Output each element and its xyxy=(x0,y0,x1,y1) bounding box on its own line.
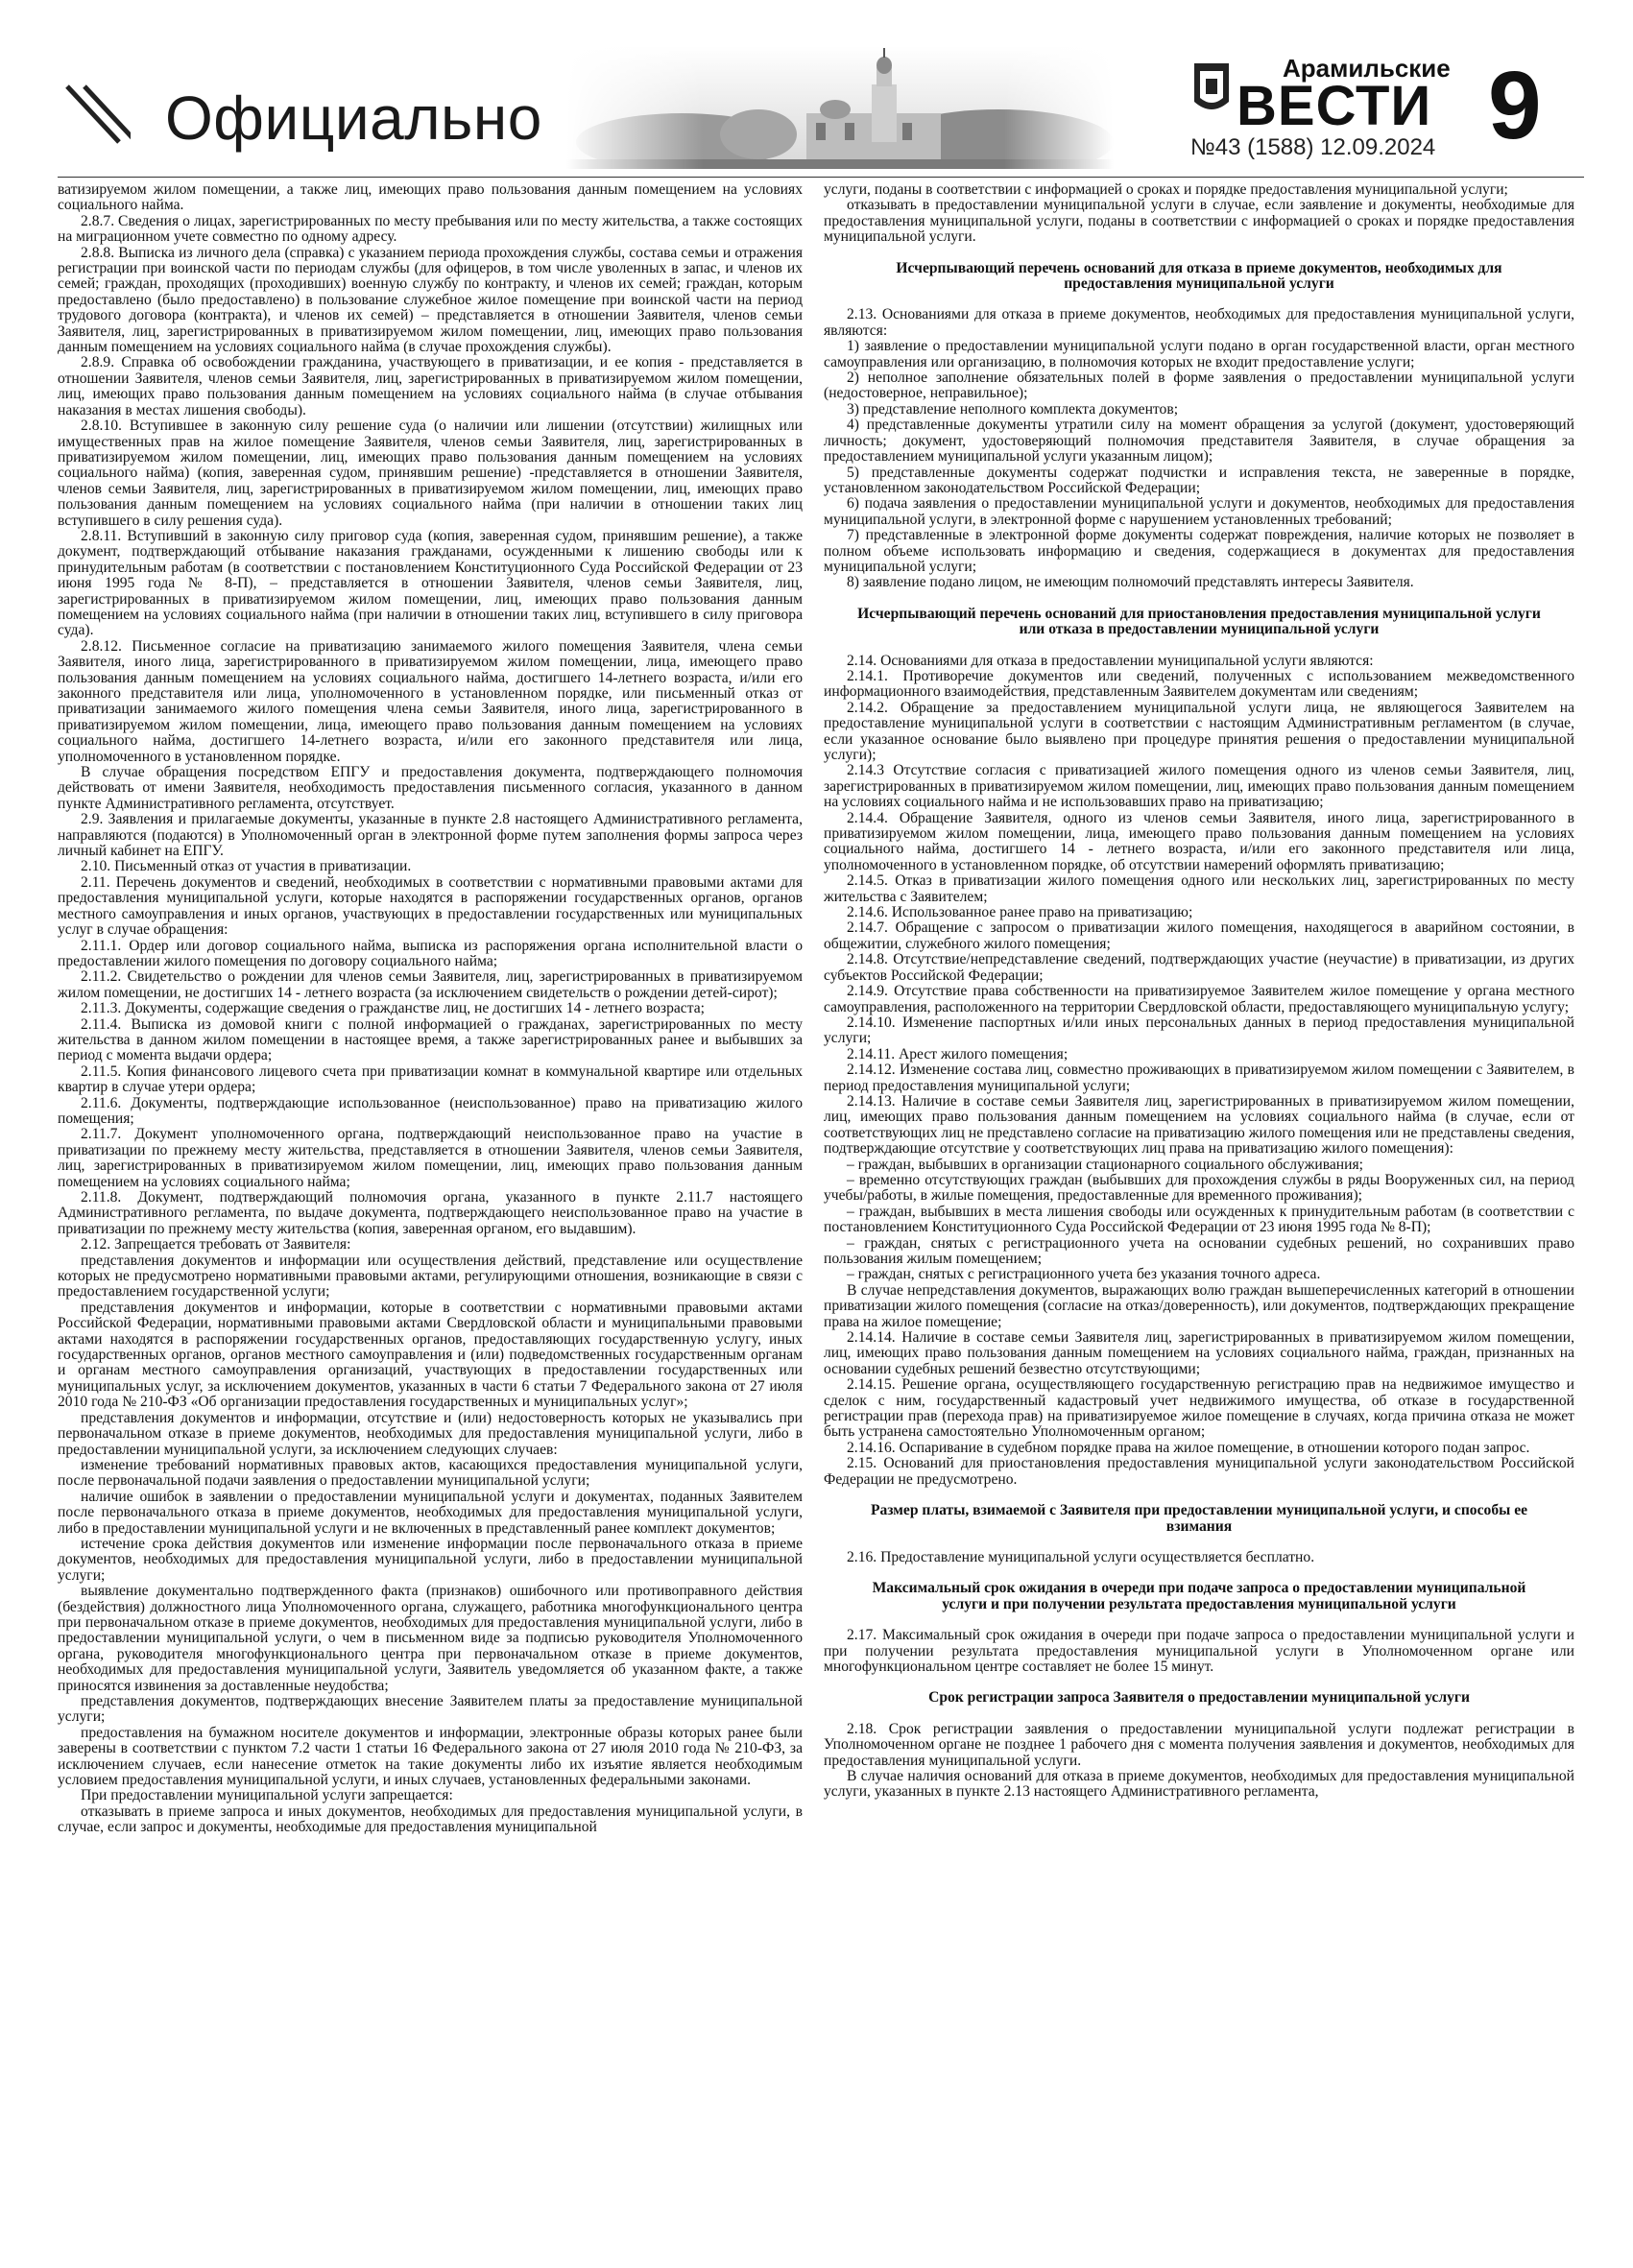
paragraph: 2.14.16. Оспаривание в судебном порядке права на жилое помещение, в отношении которого подан запрос. xyxy=(847,1439,1530,1456)
paragraph: 2.8.11. Вступивший в законную силу приговор суда (копия, заверенная судом, принявшим решение), а также документ, подтверждающий отбывание наказания гражданами, осужденными к лишению свободы или к принудительным работам (в соответствии с постановлением Конституционного Суда Российской Федерации от 23 июня 1995 года № 8-П), – представляется в отношении Заявителя, членов семьи Заявителя, лиц, зарегистрированных в приватизируемом жилом помещении, лиц, имеющих право пользования данным помещением на условиях социального найма (при наличии в отношении таких лиц, вступившего в силу приговора суда). xyxy=(58,527,803,639)
list-item: – граждан, снятых с регистрационного учета на основании судебных решений, но сохранивших право пользования жилым помещением; xyxy=(824,1234,1574,1267)
paragraph: 2.11.5. Копия финансового лицевого счета при приватизации комнат в коммунальной квартире или отдельных квартир в случае утери ордера; xyxy=(58,1062,803,1096)
issue-number: №43 (1588) 12.09.2024 xyxy=(1190,134,1436,160)
paragraph: 2.11.3. Документы, содержащие сведения о гражданстве лиц, не достигших 14 - летнего возраста; xyxy=(81,1000,705,1017)
page-number: 9 xyxy=(1488,52,1542,159)
paragraph: 2.8.7. Сведения о лицах, зарегистрированных по месту пребывания или по месту жительства, а также состоящих на миграционном учете совместно по одному адресу. xyxy=(58,212,803,246)
header-divider xyxy=(58,177,1584,178)
paragraph: услуги, поданы в соответствии с информацией о сроках и порядке предоставления муниципальной услуги; xyxy=(824,181,1508,198)
paragraph: 2.14.14. Наличие в составе семьи Заявителя лиц, зарегистрированных в приватизируемом жилом помещении, лиц, имеющих право пользования данным помещением на условиях социального найма, граждан, признанных на основании судебных решений безвестно отсутствующими; xyxy=(824,1329,1574,1377)
paragraph: выявление документально подтвержденного факта (признаков) ошибочного или противоправного действия (бездействия) должностного лица Уполномоченного органа, служащего, работника многофункционального центра при первоначальном отказе в приеме документов, необходимых для предоставления муниципальной услуги, либо в предоставлении муниципальной услуги, о чем в письменном виде за подписью руководителя Уполномоченного органа, руководителя многофункционального центра при первоначальном отказе в приеме документов, необходимых для предоставления муниципальной услуги, Заявитель уведомляется об указанном факте, а также приносятся извинения за доставленные неудобства; xyxy=(58,1583,803,1694)
paragraph: 2.14.5. Отказ в приватизации жилого помещения одного или нескольких лиц, зарегистрированных по месту жительства с Заявителем; xyxy=(824,872,1574,905)
list-item: 8) заявление подано лицом, не имеющим полномочий представлять интересы Заявителя. xyxy=(847,574,1414,591)
paragraph: отказывать в предоставлении муниципальной услуги в случае, если заявление и документы, необходимые для предоставления муниципальной услуги, поданы в соответствии с информацией о сроках и порядке предоставления муниципальной услуги. xyxy=(824,197,1574,246)
paragraph: представления документов и информации, отсутствие и (или) недостоверность которых не указывались при первоначальном отказе в приеме документов, необходимых для предоставления муниципальной услуги, либо в предоставлении муниципальной услуги, за исключением следующих случаев: xyxy=(58,1409,803,1458)
paragraph: В случае непредставления документов, выражающих волю граждан вышеперечисленных категорий в отношении приватизации жилого помещения (согласие на отказ/доверенность), или документов, подтверждающих прекращение права на жилое помещение; xyxy=(824,1281,1574,1330)
header-photo-church xyxy=(566,46,1114,169)
paragraph: предоставления на бумажном носителе документов и информации, электронные образы которых ранее были заверены в соответствии с пунктом 7.2 части 1 статьи 16 Федерального закона от 27 июля 2010 года № 210-ФЗ, за исключением случаев, если нанесение отметок на такие документы либо их изъятие является необходимым условием предоставления муниципальной услуги, и иных случаев, установленных федеральными законами. xyxy=(58,1724,803,1789)
paragraph: В случае наличия оснований для отказа в приеме документов, необходимых для предоставления муниципальной услуги, указанных в пункте 2.13 настоящего Административного регламента, xyxy=(824,1767,1574,1801)
paragraph: 2.11.6. Документы, подтверждающие использованное (неиспользованное) право на приватизацию жилого помещения; xyxy=(58,1094,803,1127)
paragraph: 2.11.4. Выписка из домовой книги с полной информацией о гражданах, зарегистрированных по месту жительства в данном жилом помещении в настоящее время, а также зарегистрированных ранее и выбывших за период с момента выдачи ордера; xyxy=(58,1015,803,1064)
paragraph: 2.17. Максимальный срок ожидания в очереди при подаче запроса о предоставлении муниципальной услуги и при получении результата предоставления муниципальной услуги в Уполномоченном органе или многофункциональном центре составляет не более 15 минут. xyxy=(824,1627,1574,1675)
paragraph: 2.8.9. Справка об освобождении гражданина, участвующего в приватизации, и ее копия - представляется в отношении Заявителя, членов семьи Заявителя, лиц, зарегистрированных в приватизируемом жилом помещении, лиц, имеющих право пользования данным помещением на условиях социального найма (в случае отбывания наказания в местах лишения свободы). xyxy=(58,354,803,418)
section-title: Официально xyxy=(165,84,542,153)
paragraph: 2.14.13. Наличие в составе семьи Заявителя лиц, зарегистрированных в приватизируемом жилом помещении, лиц, имеющих право пользования данным помещением на условиях социального найма (в случае, если от соответствующих лиц не представлено согласие на приватизацию жилого помещения или не представлены сведения, подтверждающие отсутствие у соответствующих лиц права на приватизацию жилого помещения): xyxy=(824,1092,1574,1158)
paragraph: 2.11.1. Ордер или договор социального найма, выписка из распоряжения органа исполнительной власти о предоставлении жилого помещения по договору социального найма; xyxy=(58,937,803,969)
paragraph: представления документов и информации, которые в соответствии с нормативными правовыми актами Российской Федерации, нормативными правовыми актами Свердловской области и муниципальными правовыми актами находятся в распоряжении государственных органов, предоставляющих государственную услугу, иных государственных органов, органов местного самоуправления и (или) подведомственных государственным органам и органам местного самоуправления организаций, участвующих в предоставлении государственных или муниципальных услуг, за исключением документов, указанных в части 6 статьи 7 Федерального закона от 27 июля 2010 года № 210-ФЗ «Об организации предоставления государственных и муниципальных услуг»; xyxy=(58,1299,803,1411)
left-column xyxy=(58,182,803,1836)
section-heading: Исчерпывающий перечень оснований для приостановления предоставления муниципальной услуги или отказа в предоставлении муниципальной услуги xyxy=(857,605,1541,638)
list-item: – граждан, снятых с регистрационного учета без указания точного адреса. xyxy=(847,1266,1321,1283)
paragraph: истечение срока действия документов или изменение информации после первоначального отказа в приеме документов, необходимых для предоставления муниципальной услуги, либо в предоставлении муниципальной услуги; xyxy=(58,1535,803,1584)
paragraph: 2.18. Срок регистрации заявления о предоставлении муниципальной услуги подлежат регистрации в Уполномоченном органе не позднее 1 рабочего дня с момента получения заявления и документов, необходимых для предоставления муниципальной услуги. xyxy=(824,1720,1574,1769)
section-slash-icon xyxy=(63,79,131,146)
paragraph: 2.12. Запрещается требовать от Заявителя: xyxy=(81,1236,351,1253)
paragraph: 2.14.4. Обращение Заявителя, одного из членов семьи Заявителя, иного лица, зарегистрированного в приватизируемом жилом помещении, лица, имеющего право пользования данным помещением на условиях социального найма, достигшего 14 - летнего возраста, и/или его законного представителя или лица, уполномоченного в установленном порядке, об отсутствии намерений оформлять приватизацию; xyxy=(824,809,1574,873)
paragraph: 2.11.2. Свидетельство о рождении для членов семьи Заявителя, лиц, зарегистрированных в приватизируемом жилом помещении, не достигших 14 - летнего возраста (за исключением свидетельств о рождении детей-сирот); xyxy=(58,968,803,1001)
paragraph: 2.14.12. Изменение состава лиц, совместно проживающих в приватизируемом жилом помещении с Заявителем, в период предоставления муниципальной услуги; xyxy=(824,1062,1574,1094)
paragraph: 2.14.8. Отсутствие/непредставление сведений, подтверждающих участие (неучастие) в приватизации, из других субъектов Российской Федерации; xyxy=(824,951,1574,984)
paragraph: 2.8.12. Письменное согласие на приватизацию занимаемого жилого помещения Заявителя, члена семьи Заявителя, иного лица, зарегистрированного в приватизируемом жилом помещении, лица, имеющего право пользования данным помещением на условиях социального найма, достигшего 14-летнего возраста, и/или его законного представителя или лица, уполномоченного в установленном порядке, или письменный отказ от приватизации занимаемого жилого помещения члена семьи Заявителя, иного лица, зарегистрированного в приватизируемом жилом помещении, лица, имеющего право пользования данным помещением на условиях социального найма, достигшего 14-летнего возраста, и/или его законного представителя или лица, уполномоченного в установленном порядке. xyxy=(58,637,803,765)
list-item: 4) представленные документы утратили силу на момент обращения за услугой (документ, удостоверяющий личность; документ, удостоверяющий полномочия представителя Заявителя, в случае обращения за предоставлением муниципальной услуги указанным лицом); xyxy=(824,417,1574,466)
paragraph: 2.14.6. Использованное ранее право на приватизацию; xyxy=(847,904,1193,921)
list-item: – временно отсутствующих граждан (выбывших для прохождения службы в ряды Вооруженных сил, на период учебы/работы, в жилые помещения, предоставленные для временного проживания); xyxy=(824,1171,1574,1205)
list-item: 7) представленные в электронной форме документы содержат повреждения, наличие которых не позволяет в полном объеме использовать информацию и сведения, содержащиеся в документах для предоставления муниципальной услуги; xyxy=(824,527,1574,575)
right-column xyxy=(824,182,1574,1801)
section-heading: Максимальный срок ожидания в очереди при подаче запроса о предоставлении муниципальной услуги и при получении результата предоставления муниципальной услуги xyxy=(872,1580,1526,1612)
paragraph: 2.8.10. Вступившее в законную силу решение суда (о наличии или лишении (отсутствии) жилищных или имущественных прав на жилое помещение Заявителя, членов семьи Заявителя, лиц, зарегистрированных в приватизируемом жилом помещении, лиц, имеющих право пользования данным помещением на условиях социального найма) (копия, заверенная судом, принявшим решение) -представляется в отношении Заявителя, членов семьи Заявителя, лиц, зарегистрированных в приватизируемом жилом помещении, лиц, имеющих право пользования данным помещением на условиях социального найма (при наличии в отношении таких лиц вступившего в силу решения суда). xyxy=(58,418,803,529)
paragraph: 2.14.15. Решение органа, осуществляющего государственную регистрацию прав на недвижимое имущество и сделок с ним, государственный кадастровый учет недвижимого имущества, об отказе в государственной регистрации прав (перехода прав) на приватизируемое жилое помещение в случаях, когда причина отказа не может быть устранена самостоятельно Уполномоченным органом; xyxy=(824,1376,1574,1441)
paragraph: 2.14.9. Отсутствие права собственности на приватизируемое Заявителем жилое помещение у органа местного самоуправления, расположенного на территории Свердловской области, предоставляющего муниципальную услугу; xyxy=(824,983,1574,1015)
paragraph: 2.13. Основаниями для отказа в приеме документов, необходимых для предоставления муниципальной услуги, являются: xyxy=(824,306,1574,339)
paragraph: 2.14.10. Изменение паспортных и/или иных персональных данных в период предоставления муниципальной услуги; xyxy=(824,1014,1574,1047)
logo-subtitle: Арамильские xyxy=(1283,54,1451,83)
paragraph: В случае обращения посредством ЕПГУ и предоставления документа, подтверждающего полномочия действовать от имени Заявителя, необходимость предоставления письменного согласия, указанного в данном пункте Административного регламента, отсутствует. xyxy=(58,764,803,812)
section-heading: Размер платы, взимаемой с Заявителя при предоставлении муниципальной услуги, и способы ее взимания xyxy=(870,1502,1528,1535)
list-item: – граждан, выбывших в места лишения свободы или осужденных к принудительным работам (в соответствии с постановлением Конституционного Суда Российской Федерации от 23 июня 1995 года № 8-П); xyxy=(824,1203,1574,1236)
paragraph: 2.16. Предоставление муниципальной услуги осуществляется бесплатно. xyxy=(847,1548,1315,1565)
paragraph: наличие ошибок в заявлении о предоставлении муниципальной услуги и документах, поданных Заявителем после первоначального отказа в приеме документов, необходимых для предоставления муниципальной услуги, либо в предоставлении муниципальной услуги и не включенных в представленный ранее комплект документов; xyxy=(58,1488,803,1537)
paragraph: изменение требований нормативных правовых актов, касающихся предоставления муниципальной услуги, после первоначальной подачи заявления о предоставлении муниципальной услуги; xyxy=(58,1456,803,1490)
paragraph: 2.15. Оснований для приостановления предоставления муниципальной услуги законодательством Российской Федерации не предусмотрено. xyxy=(824,1455,1574,1488)
paragraph: 2.11.8. Документ, подтверждающий полномочия органа, указанного в пункте 2.11.7 настоящего Административного регламента, по выдаче документа, подтверждающего неиспользованное право на участие в приватизации по прежнему месту жительства (копия, заверенная органом, его выдавшим). xyxy=(58,1189,803,1237)
paragraph: 2.14.7. Обращение с запросом о приватизации жилого помещения, находящегося в аварийном состоянии, в общежитии, служебного жилого помещения; xyxy=(824,919,1574,952)
paragraph: 2.11.7. Документ уполномоченного органа, подтверждающий неиспользованное право на участие в приватизации по прежнему месту жительства, представляется в отношении Заявителя, членов семьи Заявителя, лиц, зарегистрированных в приватизируемом жилом помещении, лиц, имеющих право пользования данным помещением на условиях социального найма; xyxy=(58,1126,803,1190)
list-item: 3) представление неполного комплекта документов; xyxy=(847,400,1179,418)
list-item: 2) неполное заполнение обязательных полей в форме заявления о предоставлении муниципальной услуги (недостоверное, неправильное); xyxy=(824,370,1574,402)
section-heading: Срок регистрации запроса Заявителя о предоставлении муниципальной услуги xyxy=(928,1689,1470,1707)
page-header xyxy=(58,46,1584,171)
list-item: – граждан, выбывших в организации стационарного социального обслуживания; xyxy=(847,1156,1363,1173)
paragraph: представления документов и информации или осуществления действий, представление или осуществление которых не предусмотрено нормативными правовыми актами, регулирующими отношения, возникающие в связи с предоставлением государственной услуги; xyxy=(58,1252,803,1301)
paragraph: 2.8.8. Выписка из личного дела (справка) с указанием периода прохождения службы, состава семьи и отражения регистрации при воинской части по периодам службы (для офицеров, в том числе уволенных в запас, и членов их семей; граждан, проходящих (проходивших) военную службу по контракту, и членов их семей; граждан, которым предоставлено (было предоставлено) в пользование служебное жилое помещение при воинской части на период трудового договора (контракта), и членов их семей) – представляется в отношении Заявителя, членов семьи Заявителя, лиц, зарегистрированных в приватизируемом жилом помещении, лиц, имеющих право пользования данным помещением на условиях социального найма (в случае прохождения службы). xyxy=(58,244,803,356)
paragraph: При предоставлении муниципальной услуги запрещается: xyxy=(81,1787,453,1804)
paragraph: 2.11. Перечень документов и сведений, необходимых в соответствии с нормативными правовыми актами для предоставления муниципальной услуги, которые находятся в распоряжении государственных органов, органов местного самоуправления и иных органов, участвующих в предоставлении государственных или муниципальных услуг в случае обращения: xyxy=(58,873,803,939)
paragraph: 2.14. Основаниями для отказа в предоставлении муниципальной услуги являются: xyxy=(847,652,1374,669)
paragraph: 2.9. Заявления и прилагаемые документы, указанные в пункте 2.8 настоящего Административного регламента, направляются (подаются) в Уполномоченный орган в электронной форме путем заполнения формы запроса через личный кабинет на ЕПГУ. xyxy=(58,811,803,860)
paragraph: ватизируемом жилом помещении, а также лиц, имеющих право пользования данным помещением на условиях социального найма. xyxy=(58,181,803,214)
section-heading: Исчерпывающий перечень оснований для отказа в приеме документов, необходимых для предоставления муниципальной услуги xyxy=(896,259,1502,293)
list-item: 5) представленные документы содержат подчистки и исправления текста, не заверенные в порядке, установленном законодательством Российской Федерации; xyxy=(824,464,1574,496)
paragraph: отказывать в приеме запроса и иных документов, необходимых для предоставления муниципальной услуги, в случае, если запрос и документы, необходимые для предоставления муниципальной xyxy=(58,1802,803,1836)
newspaper-logo xyxy=(1190,54,1478,131)
paragraph: 2.10. Письменный отказ от участия в приватизации. xyxy=(81,858,412,875)
list-item: 1) заявление о предоставлении муниципальной услуги подано в орган государственной власти, орган местного самоуправления или организацию, в полномочия которых не входит предоставление услуги; xyxy=(824,338,1574,370)
paragraph: 2.14.1. Противоречие документов или сведений, полученных с использованием межведомственного информационного взаимодействия, представленным Заявителем документам или сведениям; xyxy=(824,667,1574,701)
paragraph: 2.14.11. Арест жилого помещения; xyxy=(847,1045,1069,1062)
paragraph: представления документов, подтверждающих внесение Заявителем платы за предоставление муниципальной услуги; xyxy=(58,1693,803,1726)
paragraph: 2.14.2. Обращение за предоставлением муниципальной услуги лица, не являющегося Заявителем на предоставление муниципальной услуги в соответствии с настоящим Административным регламентом (в случае, если указанное основание было выявлено при процедуре принятия решения о предоставлении муниципальной услуги); xyxy=(824,699,1574,763)
list-item: 6) подача заявления о предоставлении муниципальной услуги и документов, необходимых для предоставления муниципальной услуги, в электронной форме с нарушением установленных требований; xyxy=(824,495,1574,528)
paragraph: 2.14.3 Отсутствие согласия с приватизацией жилого помещения одного из членов семьи Заявителя, лиц, зарегистрированных в приватизируемом жилом помещении, лиц, имеющих право пользования данным помещением на условиях социального найма и не использовавших право на приватизацию; xyxy=(824,762,1574,811)
logo-title: ВЕСТИ xyxy=(1237,75,1432,131)
